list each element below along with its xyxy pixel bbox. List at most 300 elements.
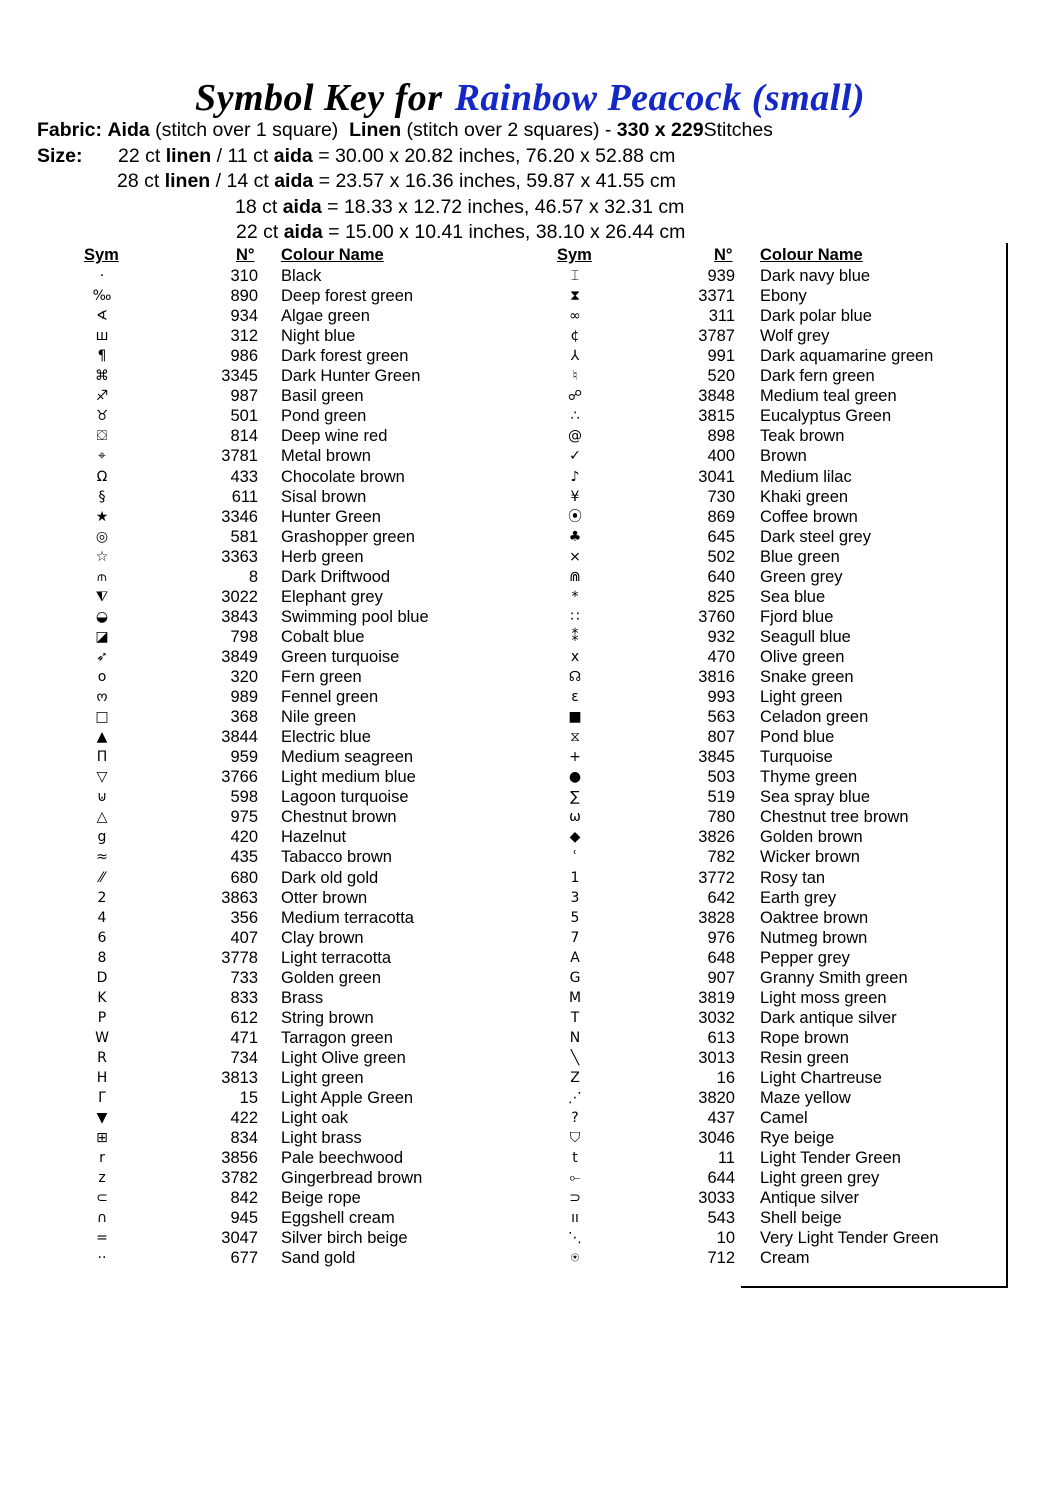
colour-name: Light brass: [281, 1129, 362, 1148]
stitch-symbol-icon: ʿ: [572, 849, 578, 866]
thread-number: 834: [230, 1129, 258, 1148]
colour-name: Chestnut tree brown: [760, 808, 909, 827]
thread-number: 3371: [698, 287, 735, 306]
colour-name: Brass: [281, 988, 324, 1007]
stitch-symbol-icon: ⛉: [569, 1130, 581, 1147]
thread-number: 993: [707, 688, 735, 707]
thread-number: 420: [230, 828, 258, 847]
thread-number: 640: [707, 567, 735, 586]
colour-name: Seagull blue: [760, 627, 851, 646]
thread-number: 733: [230, 968, 258, 987]
colour-name: Ebony: [760, 287, 807, 306]
thread-number: 3856: [221, 1149, 258, 1168]
colour-name: Silver birch beige: [281, 1229, 408, 1248]
colour-name: Green grey: [760, 567, 843, 586]
pattern-name: Rainbow Peacock (small): [454, 77, 866, 119]
stitch-symbol-icon: ■: [568, 709, 582, 726]
thread-number: 890: [230, 287, 258, 306]
thread-number: 991: [707, 347, 735, 366]
stitch-symbol-icon: ◪: [95, 628, 109, 645]
stitch-symbol-icon: ★: [95, 508, 109, 525]
thread-number: 3815: [698, 407, 735, 426]
colour-name: Nutmeg brown: [760, 928, 868, 947]
stitch-symbol-icon: ⅄: [570, 348, 580, 365]
colour-name: String brown: [281, 1008, 374, 1027]
thread-number: 807: [707, 728, 735, 747]
colour-name: Dark steel grey: [760, 527, 871, 546]
thread-number: 734: [230, 1048, 258, 1067]
colour-name: Hunter Green: [281, 507, 381, 526]
thread-number: 501: [230, 407, 258, 426]
stitch-symbol-icon: ⦿: [568, 508, 582, 525]
colour-name: Fjord blue: [760, 607, 834, 626]
stitch-symbol-icon: N: [569, 1029, 581, 1046]
colour-name: Beige rope: [281, 1189, 361, 1208]
thread-number: 356: [230, 908, 258, 927]
thread-number: 543: [707, 1209, 735, 1228]
thread-number: 3041: [698, 467, 735, 486]
thread-number: 907: [707, 968, 735, 987]
stitch-symbol-icon: z: [98, 1170, 106, 1187]
thread-number: 400: [707, 447, 735, 466]
colour-name: Thyme green: [760, 768, 858, 787]
thread-number: 502: [707, 547, 735, 566]
size-dims: = 15.00 x 10.41 inches, 38.10 x 26.44 cm: [328, 221, 686, 243]
colour-name: Basil green: [281, 387, 364, 406]
thread-number: 3826: [698, 828, 735, 847]
colour-name: Chestnut brown: [281, 808, 397, 827]
colour-name: Pepper grey: [760, 948, 850, 967]
thread-number: 368: [230, 708, 258, 727]
thread-number: 939: [707, 267, 735, 285]
stitch-symbol-icon: 4: [97, 909, 107, 926]
colour-name: Rye beige: [760, 1129, 835, 1148]
colour-name: Hazelnut: [281, 828, 347, 847]
stitch-symbol-icon: ♐: [95, 388, 109, 405]
thread-number: 712: [707, 1249, 735, 1268]
colour-name: Wolf grey: [760, 327, 830, 346]
thread-number: 3782: [221, 1169, 258, 1188]
thread-number: 613: [707, 1028, 735, 1047]
thread-number: 3828: [698, 908, 735, 927]
thread-number: 782: [707, 848, 735, 867]
thread-number: 8: [248, 567, 258, 586]
stitch-symbol-icon: ⊃: [569, 1190, 581, 1207]
stitch-symbol-icon: ♪: [570, 468, 580, 485]
table-border-right: [1006, 243, 1008, 1288]
colour-name: Dark Hunter Green: [281, 367, 421, 386]
stitch-symbol-icon: ⁑: [571, 628, 579, 645]
stitch-symbol-icon: ⧖: [570, 729, 580, 746]
stitch-symbol-icon: ◎: [95, 528, 109, 545]
thread-number: 437: [707, 1109, 735, 1128]
thread-number: 945: [230, 1209, 258, 1228]
fabric-aida: Aida: [107, 119, 150, 141]
size-sep: / 14 ct: [215, 170, 269, 192]
thread-number: 680: [230, 868, 258, 887]
thread-number: 989: [230, 688, 258, 707]
colour-name: Clay brown: [281, 928, 364, 947]
thread-number: 3844: [221, 728, 258, 747]
colour-name: Sisal brown: [281, 487, 367, 506]
fabric-line: [37, 119, 773, 142]
thread-number: 3047: [221, 1229, 258, 1248]
thread-number: 677: [230, 1249, 258, 1268]
stitch-symbol-icon: □: [95, 709, 109, 726]
stitch-symbol-icon: *: [571, 588, 579, 605]
colour-name: Light green: [760, 688, 843, 707]
thread-number: 3849: [221, 647, 258, 666]
stitch-symbol-icon: ≈: [96, 849, 108, 866]
stitch-symbol-icon: ♣: [568, 528, 582, 545]
colour-name: Blue green: [760, 547, 840, 566]
stitch-symbol-icon: ⊂: [96, 1190, 108, 1207]
thread-number: 3778: [221, 948, 258, 967]
stitch-symbol-icon: ♮: [572, 368, 578, 385]
stitch-symbol-icon: M: [568, 989, 582, 1006]
colour-name: Night blue: [281, 327, 356, 346]
colour-name: Golden brown: [760, 828, 863, 847]
thread-number: 15: [239, 1089, 258, 1108]
colour-name: Light Tender Green: [760, 1149, 901, 1168]
stitch-symbol-icon: W: [95, 1029, 109, 1046]
colour-name: Tabacco brown: [281, 848, 392, 867]
thread-number: 648: [707, 948, 735, 967]
stitch-symbol-icon: ◒: [95, 608, 109, 625]
stitch-symbol-icon: G: [569, 969, 581, 986]
colour-name: Granny Smith green: [760, 968, 908, 987]
colour-name: Light terracotta: [281, 948, 392, 967]
colour-name: Deep wine red: [281, 427, 388, 446]
colour-name: Fern green: [281, 668, 362, 686]
colour-name: Dark polar blue: [760, 307, 872, 326]
colour-name: Light medium blue: [281, 768, 416, 787]
stitch-symbol-icon: ··: [97, 1250, 107, 1267]
thread-number: 310: [230, 267, 258, 285]
thread-number: 471: [230, 1028, 258, 1047]
stitch-symbol-icon: ?: [571, 1110, 579, 1127]
colour-name: Light Olive green: [281, 1048, 406, 1067]
stitch-symbol-icon: o: [97, 669, 107, 685]
thread-number: 986: [230, 347, 258, 366]
stitch-symbol-icon: ⛋: [96, 428, 108, 445]
size-count: 22 ct: [236, 221, 279, 243]
stitch-symbol-icon: ∷: [570, 608, 580, 625]
fabric-aida-note: (stitch over 1 square): [155, 119, 339, 141]
colour-name: Herb green: [281, 547, 364, 566]
colour-name: Eggshell cream: [281, 1209, 395, 1228]
thread-number: 520: [707, 367, 735, 386]
colour-name: Light moss green: [760, 988, 887, 1007]
stitch-symbol-icon: ⧨: [95, 588, 109, 605]
thread-number: 3346: [221, 507, 258, 526]
stitch-count: 330 x 229: [616, 119, 704, 141]
colour-name: Dark antique silver: [760, 1008, 897, 1027]
thread-number: 433: [230, 467, 258, 486]
stitch-symbol-icon: 1: [570, 869, 580, 886]
colour-name: Camel: [760, 1109, 808, 1128]
colour-name: Metal brown: [281, 447, 371, 466]
thread-number: 3766: [221, 768, 258, 787]
colour-name: Earth grey: [760, 888, 837, 907]
stitch-symbol-icon: D: [96, 969, 108, 986]
thread-number: 563: [707, 708, 735, 727]
colour-name: Golden green: [281, 968, 381, 987]
colour-name: Medium seagreen: [281, 748, 414, 767]
thread-number: 581: [230, 527, 258, 546]
stitch-symbol-icon: ●: [568, 769, 582, 786]
thread-number: 3843: [221, 607, 258, 626]
header-sym-left: Sym: [84, 246, 119, 264]
size-line-2: [117, 170, 676, 193]
thread-number: 3781: [221, 447, 258, 466]
thread-number: 11: [717, 1149, 735, 1168]
stitch-symbol-icon: ⁄⁄: [99, 869, 105, 886]
thread-number: 975: [230, 808, 258, 827]
colour-name: Pond green: [281, 407, 367, 426]
colour-name: Dark fern green: [760, 367, 875, 386]
stitch-symbol-icon: g: [97, 829, 107, 846]
stitch-symbol-icon: t: [572, 1150, 578, 1167]
size-fabric: aida: [283, 221, 323, 243]
colour-name: Algae green: [281, 307, 370, 326]
thread-number: 987: [230, 387, 258, 406]
thread-number: 612: [230, 1008, 258, 1027]
stitch-symbol-icon: ▲: [96, 729, 108, 746]
size-fabric: linen: [164, 170, 211, 192]
colour-name: Resin green: [760, 1048, 849, 1067]
colour-name: Swimming pool blue: [281, 607, 429, 626]
stitch-symbol-icon: ⧗: [570, 288, 580, 305]
colour-name: Light green: [281, 1069, 364, 1087]
stitch-symbol-icon: x: [570, 648, 580, 665]
size-count: 28 ct: [117, 170, 160, 192]
page-title: [0, 76, 1060, 120]
stitch-symbol-icon: ◆: [569, 829, 581, 846]
stitch-symbol-icon: ☆: [95, 548, 109, 565]
colour-name: Nile green: [281, 708, 357, 727]
thread-number: 435: [230, 848, 258, 867]
thread-number: 976: [707, 928, 735, 947]
colour-name: Grashopper green: [281, 527, 415, 546]
colour-name: Dark aquamarine green: [760, 347, 934, 366]
colour-name: Medium terracotta: [281, 908, 414, 927]
stitch-symbol-icon: ⌘: [95, 368, 109, 385]
size-line-4: [236, 221, 685, 244]
colour-name: Medium teal green: [760, 387, 897, 406]
colour-name: Black: [281, 267, 322, 285]
thread-number: 3363: [221, 547, 258, 566]
colour-name: Dark forest green: [281, 347, 409, 366]
thread-number: 825: [707, 587, 735, 606]
stitch-symbol-icon: △: [96, 809, 108, 826]
fabric-linen-note: (stitch over 2 squares) -: [406, 119, 612, 141]
size-sep: / 11 ct: [216, 145, 269, 167]
thread-number: 730: [707, 487, 735, 506]
stitch-symbol-icon: §: [98, 488, 106, 505]
thread-number: 3819: [698, 988, 735, 1007]
stitch-symbol-icon: ¥: [570, 488, 580, 505]
colour-name: Snake green: [760, 668, 854, 686]
thread-number: 959: [230, 748, 258, 767]
thread-number: 932: [707, 627, 735, 646]
colour-name: Light green grey: [760, 1169, 880, 1188]
colour-name: Teak brown: [760, 427, 845, 446]
stitch-symbol-icon: ∞: [569, 308, 581, 325]
stitch-symbol-icon: R: [97, 1049, 107, 1066]
header-name-left: Colour Name: [281, 246, 384, 264]
colour-name: Otter brown: [281, 888, 368, 907]
colour-name: Sand gold: [281, 1249, 356, 1268]
fabric-linen: Linen: [349, 119, 402, 141]
stitch-symbol-icon: ▽: [96, 769, 108, 786]
title-prefix: Symbol Key for: [194, 77, 443, 119]
colour-name: Wicker brown: [760, 848, 860, 867]
stitch-symbol-icon: H: [96, 1070, 108, 1086]
stitch-symbol-icon: ♉: [95, 408, 109, 425]
stitch-symbol-icon: ⊍: [96, 789, 108, 806]
header-sym-right: Sym: [557, 246, 592, 264]
stitch-symbol-icon: ⊞: [96, 1130, 108, 1147]
colour-name: Chocolate brown: [281, 467, 405, 486]
stitch-symbol-icon: 8: [97, 949, 107, 966]
colour-name: Oaktree brown: [760, 908, 869, 927]
colour-name: Dark old gold: [281, 868, 379, 887]
thread-number: 780: [707, 808, 735, 827]
thread-number: 3345: [221, 367, 258, 386]
thread-number: 10: [716, 1229, 735, 1248]
colour-name: Coffee brown: [760, 507, 858, 526]
stitch-symbol-icon: 6: [97, 929, 107, 946]
stitch-symbol-icon: Π: [96, 749, 108, 766]
stitch-label: Stitches: [703, 119, 773, 141]
thread-number: 898: [707, 427, 735, 446]
thread-number: 3820: [698, 1089, 735, 1108]
stitch-symbol-icon: A: [570, 949, 580, 966]
thread-number: 611: [231, 487, 258, 506]
stitch-symbol-icon: ⌖: [98, 448, 106, 465]
colour-name: Sea spray blue: [760, 788, 871, 807]
stitch-symbol-icon: ε: [571, 689, 579, 706]
thread-number: 3816: [698, 668, 735, 686]
size-fabric: aida: [273, 145, 313, 167]
stitch-symbol-icon: Z: [570, 1070, 580, 1086]
thread-number: 3760: [698, 607, 735, 626]
size-fabric: aida: [274, 170, 314, 192]
stitch-symbol-icon: 3: [570, 889, 580, 906]
stitch-symbol-icon: 2: [97, 889, 107, 906]
stitch-symbol-icon: ¶: [97, 348, 107, 365]
colour-name: Cobalt blue: [281, 627, 365, 646]
colour-name: Elephant grey: [281, 587, 383, 606]
colour-name: Olive green: [760, 647, 845, 666]
thread-number: 3787: [698, 327, 735, 346]
thread-number: 422: [230, 1109, 258, 1128]
thread-number: 320: [230, 668, 258, 686]
thread-number: 470: [707, 647, 735, 666]
stitch-symbol-icon: ıı: [571, 1210, 579, 1227]
colour-name: Cream: [760, 1249, 810, 1268]
thread-number: 16: [716, 1069, 735, 1087]
thread-number: 842: [230, 1189, 258, 1208]
colour-name: Deep forest green: [281, 287, 414, 306]
thread-number: 644: [707, 1169, 735, 1188]
colour-name: Khaki green: [760, 487, 849, 506]
size-dims: = 18.33 x 12.72 inches, 46.57 x 32.31 cm: [327, 196, 685, 218]
colour-name: Light Apple Green: [281, 1089, 414, 1108]
thread-number: 3013: [698, 1048, 735, 1067]
colour-name: Light oak: [281, 1109, 348, 1128]
thread-number: 869: [707, 507, 735, 526]
size-line-1: [118, 145, 675, 168]
thread-number: 311: [708, 307, 735, 326]
stitch-symbol-icon: ⋱: [568, 1230, 582, 1247]
stitch-symbol-icon: ☍: [567, 388, 583, 405]
thread-number: 3046: [698, 1129, 735, 1148]
thread-number: 598: [230, 788, 258, 807]
thread-number: 312: [230, 327, 258, 346]
thread-number: 3022: [221, 587, 258, 606]
stitch-symbol-icon: ▼: [96, 1110, 108, 1127]
thread-number: 934: [230, 307, 258, 326]
stitch-symbol-icon: Ω: [96, 468, 108, 485]
thread-number: 519: [707, 788, 735, 807]
stitch-symbol-icon: ‰: [92, 288, 112, 305]
colour-name: Rosy tan: [760, 868, 826, 887]
header-num-left: N°: [236, 246, 255, 264]
thread-number: 407: [230, 928, 258, 947]
colour-name: Turquoise: [760, 748, 833, 767]
stitch-symbol-icon: P: [97, 1009, 107, 1026]
thread-number: 645: [707, 527, 735, 546]
size-fabric: aida: [282, 196, 322, 218]
size-fabric: linen: [165, 145, 212, 167]
size-line-3: [235, 196, 684, 219]
stitch-symbol-icon: ¢: [570, 328, 580, 345]
thread-number: 642: [707, 888, 735, 907]
size-dims: = 23.57 x 16.36 inches, 59.87 x 41.55 cm: [318, 170, 676, 192]
colour-name: Dark navy blue: [760, 267, 871, 285]
stitch-symbol-icon: ⍟: [570, 1250, 580, 1267]
thread-number: 833: [230, 988, 258, 1007]
colour-name: Rope brown: [760, 1028, 849, 1047]
colour-name: Dark Driftwood: [281, 567, 391, 586]
stitch-symbol-icon: ∑: [570, 789, 580, 806]
stitch-symbol-icon: ☊: [568, 669, 582, 685]
stitch-symbol-icon: ო: [96, 689, 108, 706]
stitch-symbol-icon: @: [568, 428, 582, 445]
table-border-bottom: [741, 1286, 1008, 1288]
stitch-symbol-icon: ·: [99, 268, 105, 284]
stitch-symbol-icon: ω: [569, 809, 581, 826]
stitch-symbol-icon: 7: [570, 929, 580, 946]
stitch-symbol-icon: ⌶: [570, 268, 580, 284]
colour-name: Very Light Tender Green: [760, 1229, 939, 1248]
colour-name: Green turquoise: [281, 647, 400, 666]
colour-name: Maze yellow: [760, 1089, 851, 1108]
thread-number: 3813: [221, 1069, 258, 1087]
size-label: Size:: [37, 145, 83, 167]
stitch-symbol-icon: ✓: [569, 448, 581, 465]
stitch-symbol-icon: +: [569, 749, 581, 766]
size-dims: = 30.00 x 20.82 inches, 76.20 x 52.88 cm: [318, 145, 676, 167]
thread-number: 3772: [698, 868, 735, 887]
colour-name: Light Chartreuse: [760, 1069, 882, 1087]
thread-number: 503: [707, 768, 735, 787]
thread-number: 3033: [698, 1189, 735, 1208]
thread-number: 3845: [698, 748, 735, 767]
stitch-symbol-icon: =: [96, 1230, 108, 1247]
